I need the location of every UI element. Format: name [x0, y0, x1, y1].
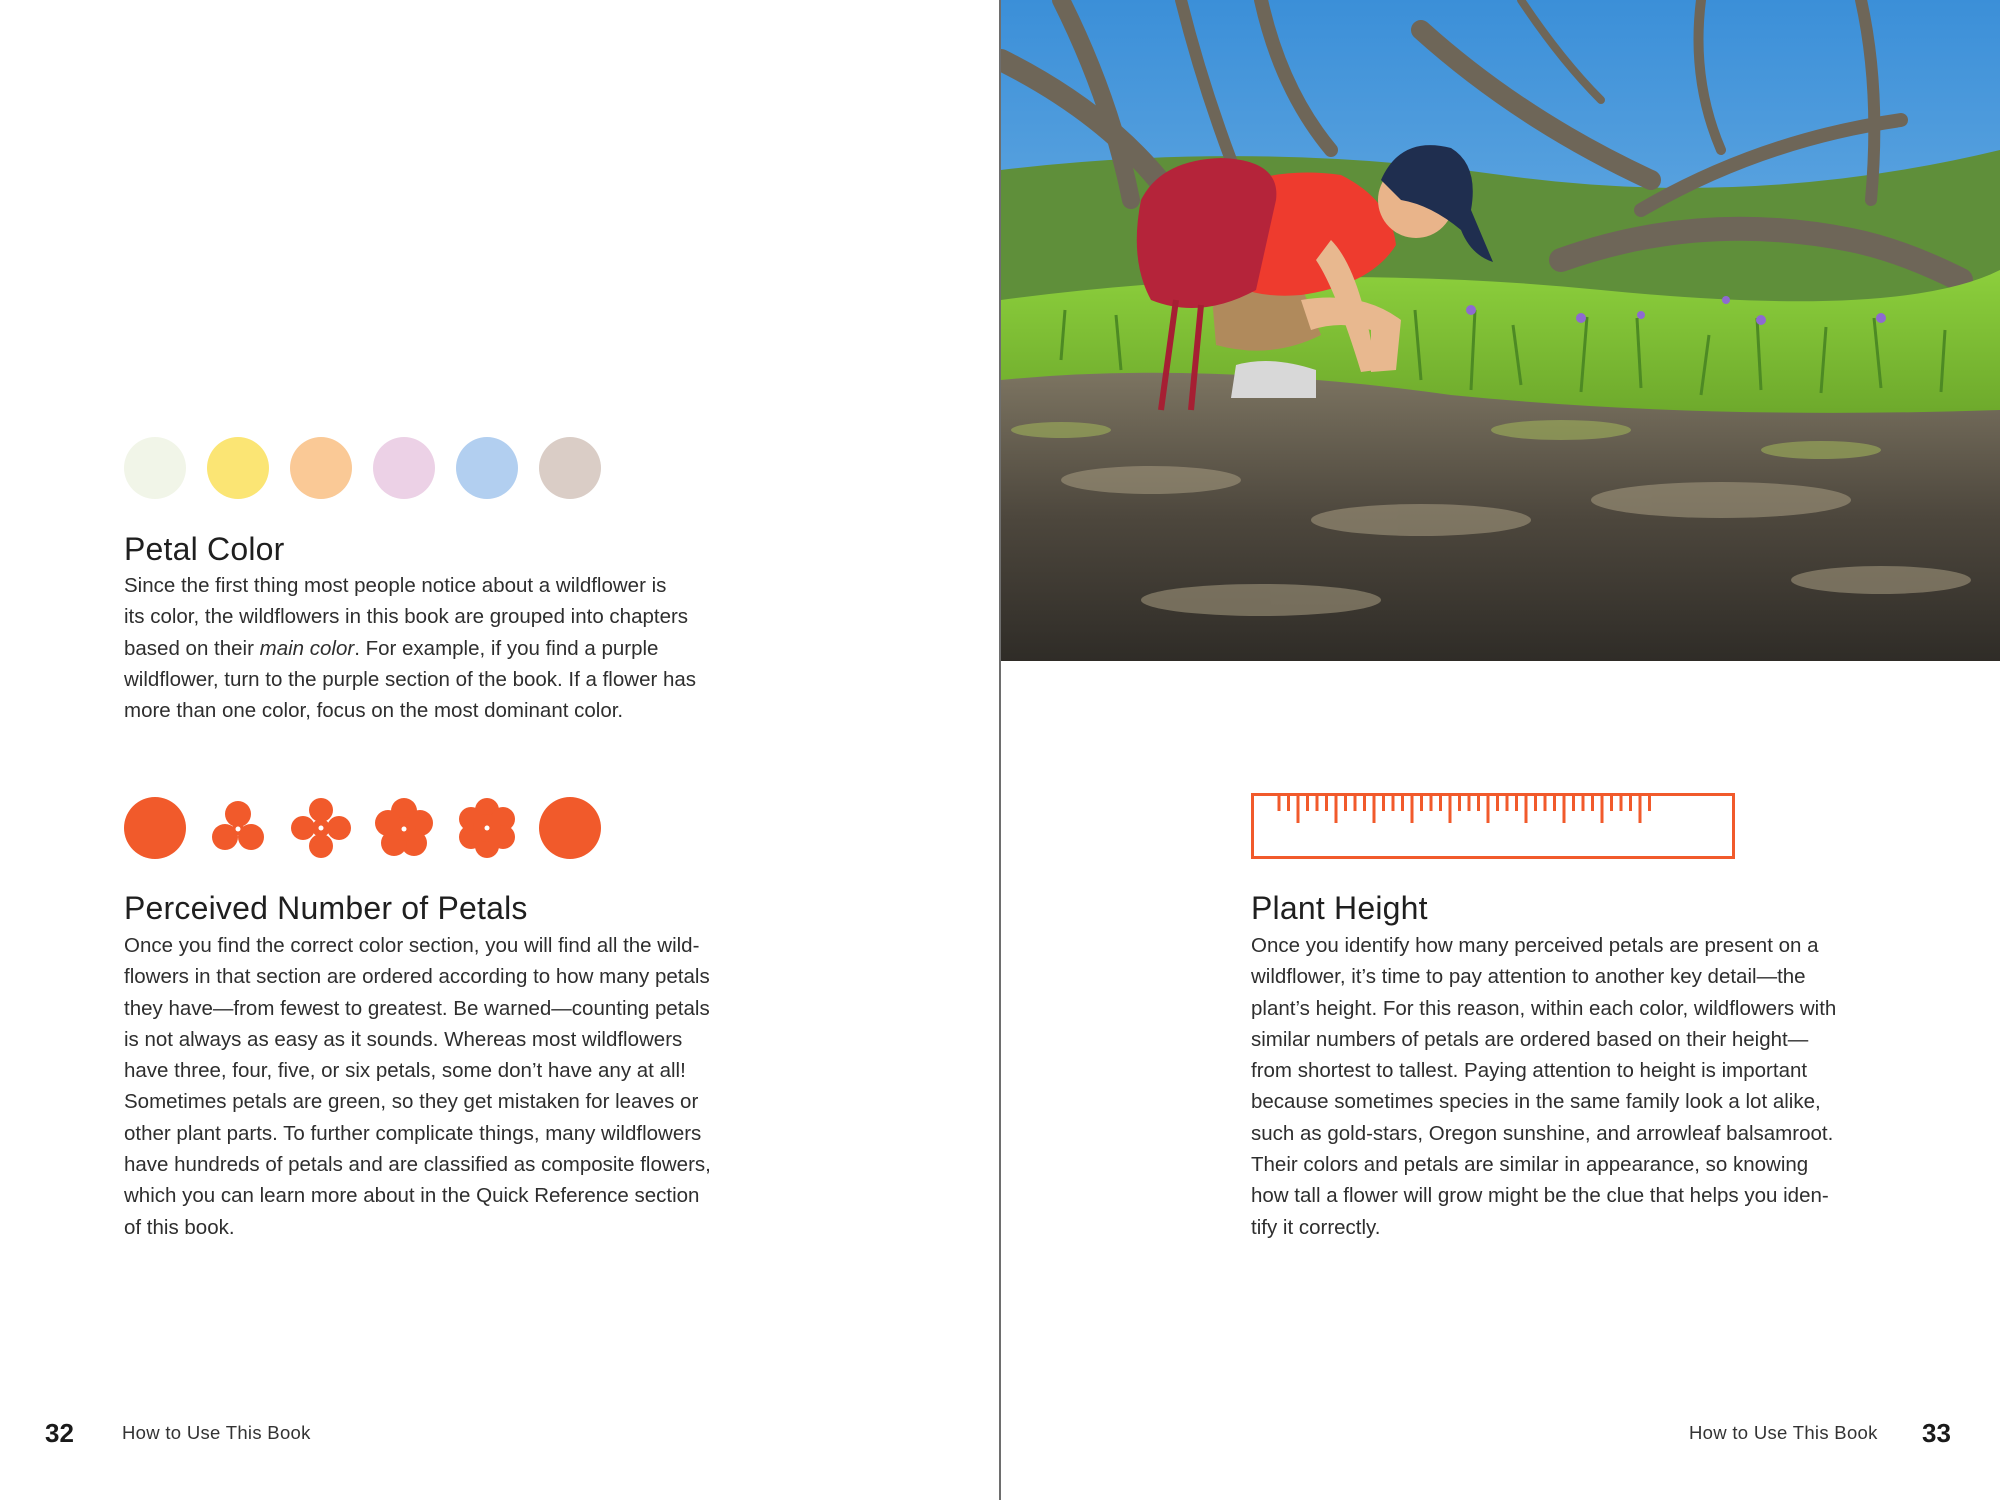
- circle-icon: [124, 797, 186, 859]
- body-line: have hundreds of petals and are classified as composite flowers,: [124, 1153, 711, 1177]
- body-line: . For example, if you find a purple: [354, 636, 659, 660]
- perceived-petals-heading: Perceived Number of Petals: [124, 890, 528, 926]
- body-line: similar numbers of petals are ordered based on their height—: [1251, 1027, 1809, 1051]
- body-line: wildflower, it’s time to pay attention to another key detail—the: [1251, 965, 1806, 989]
- plant-height-paragraph: [1251, 930, 1836, 1243]
- six-petal-icon: [456, 797, 518, 859]
- body-line: have three, four, five, or six petals, some don’t have any at all!: [124, 1059, 686, 1083]
- left-page: [0, 0, 999, 1500]
- child-crouching-in-meadow-photo: [1001, 0, 2000, 661]
- orange-swatch: [290, 437, 352, 499]
- white-swatch: [124, 437, 186, 499]
- body-line: they have—from fewest to greatest. Be warned—counting petals: [124, 996, 710, 1020]
- body-line: from shortest to tallest. Paying attention to height is important: [1251, 1059, 1808, 1083]
- body-line: Once you find the correct color section, you will find all the wild-: [124, 934, 700, 957]
- five-petal-icon: [373, 797, 435, 859]
- body-line: Their colors and petals are similar in appearance, so knowing: [1251, 1153, 1809, 1177]
- plant-height-heading: Plant Height: [1251, 890, 1428, 926]
- body-line: flowers in that section are ordered according to how many petals: [124, 965, 710, 989]
- body-line: plant’s height. For this reason, within each color, wildflowers with: [1251, 996, 1837, 1020]
- four-petal-icon: [290, 797, 352, 859]
- emphasis-text: main color: [259, 636, 355, 660]
- right-page: [1001, 0, 2000, 1500]
- blue-swatch: [456, 437, 518, 499]
- page-number: 33: [1922, 1418, 1951, 1448]
- body-line: tify it correctly.: [1251, 1215, 1381, 1239]
- petal-count-icon-row: [124, 797, 601, 859]
- petal-color-paragraph: [124, 570, 696, 726]
- running-head: How to Use This Book: [1689, 1422, 1878, 1443]
- body-line: because sometimes species in the same family look a lot alike,: [1251, 1090, 1821, 1114]
- body-line: other plant parts. To further complicate things, many wildflowers: [124, 1121, 702, 1145]
- running-head: How to Use This Book: [122, 1422, 311, 1443]
- body-line: based on their: [124, 636, 260, 660]
- ruler-icon: [1251, 793, 1735, 859]
- pink-swatch: [373, 437, 435, 499]
- body-line: of this book.: [124, 1215, 235, 1239]
- body-line: which you can learn more about in the Quick Reference section: [124, 1184, 700, 1208]
- body-line: more than one color, focus on the most dominant color.: [124, 699, 624, 723]
- body-line: Since the first thing most people notice about a wildflower is: [124, 574, 667, 597]
- body-line: its color, the wildflowers in this book are grouped into chapters: [124, 605, 689, 629]
- body-line: is not always as easy as it sounds. Whereas most wildflowers: [124, 1027, 683, 1051]
- body-line: such as gold-stars, Oregon sunshine, and arrowleaf balsamroot.: [1251, 1121, 1834, 1145]
- color-swatch-row: [124, 437, 601, 499]
- page-number: 32: [45, 1418, 74, 1448]
- perceived-petals-paragraph: [124, 930, 711, 1243]
- body-line: Once you identify how many perceived petals are present on a: [1251, 934, 1819, 957]
- body-line: wildflower, turn to the purple section of the book. If a flower has: [124, 667, 697, 691]
- yellow-swatch: [207, 437, 269, 499]
- body-line: how tall a flower will grow might be the clue that helps you iden-: [1251, 1184, 1829, 1208]
- petal-color-heading: Petal Color: [124, 531, 285, 567]
- meadow-photo-illustration: [1001, 0, 2000, 661]
- body-line: Sometimes petals are green, so they get mistaken for leaves or: [124, 1090, 699, 1114]
- circle-icon: [539, 797, 601, 859]
- three-petal-icon: [207, 797, 269, 859]
- brown-swatch: [539, 437, 601, 499]
